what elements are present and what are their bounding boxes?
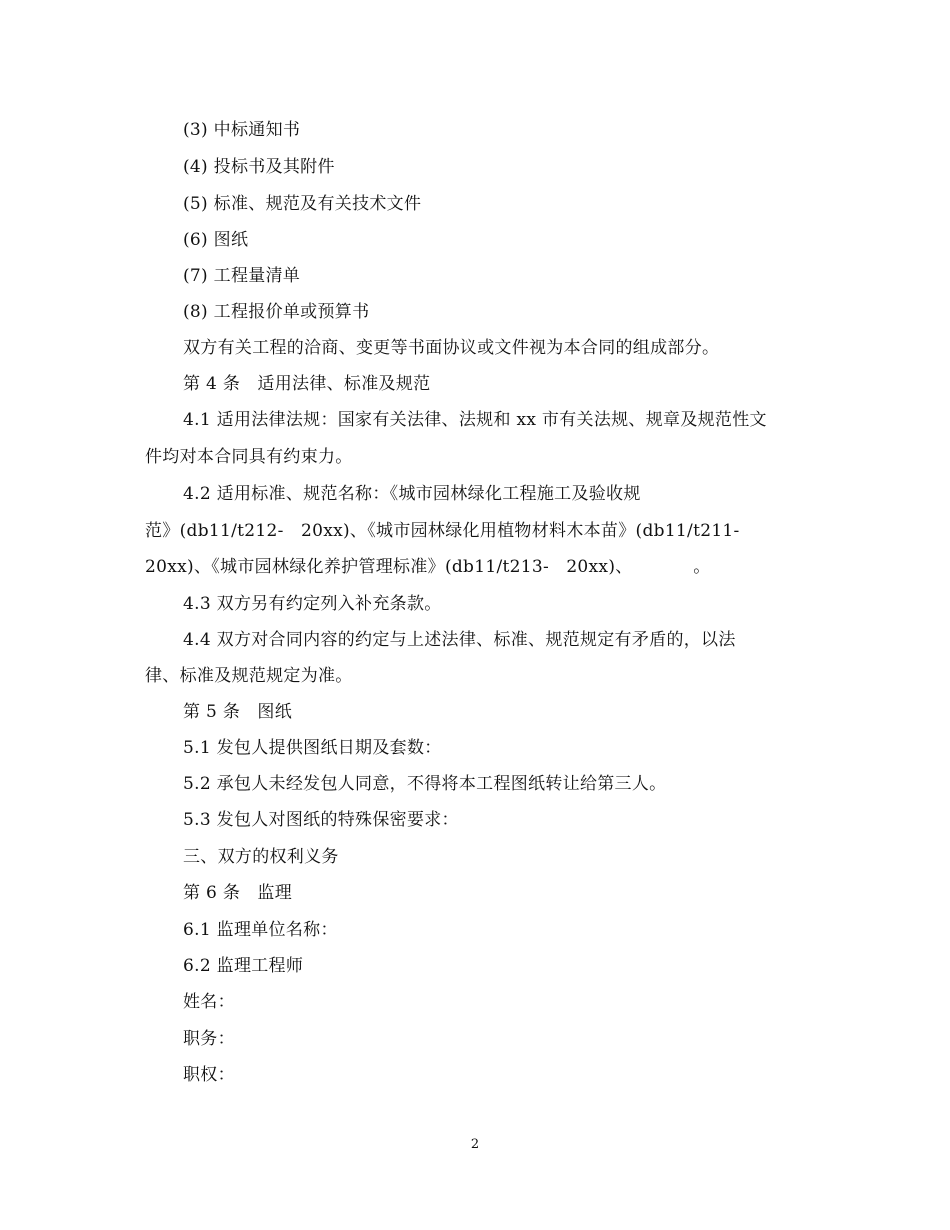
paragraph-line: 6.2 监理工程师 <box>183 956 304 976</box>
section-heading: 三、双方的权利义务 <box>183 847 339 867</box>
article-heading: 第 4 条 适用法律、标准及规范 <box>183 374 431 394</box>
paragraph-line: 4.2 适用标准、规范名称：《城市园林绿化工程施工及验收规 <box>183 484 641 504</box>
form-field-label: 职务： <box>183 1029 235 1049</box>
paragraph-line: (4) 投标书及其附件 <box>183 157 335 177</box>
paragraph-line: (7) 工程量清单 <box>183 266 301 286</box>
article-heading: 第 5 条 图纸 <box>183 702 293 722</box>
paragraph-line: 6.1 监理单位名称： <box>183 920 338 940</box>
paragraph-line: (8) 工程报价单或预算书 <box>183 302 370 322</box>
paragraph-line: 5.1 发包人提供图纸日期及套数： <box>183 738 442 758</box>
paragraph-line: 5.3 发包人对图纸的特殊保密要求： <box>183 810 459 830</box>
paragraph-line: 4.3 双方另有约定列入补充条款。 <box>183 594 442 614</box>
paragraph-line: 律、标准及规范规定为准。 <box>145 666 353 686</box>
article-heading: 第 6 条 监理 <box>183 883 293 903</box>
paragraph-line: (3) 中标通知书 <box>183 120 301 140</box>
form-field-label: 姓名： <box>183 992 235 1012</box>
paragraph-line: 双方有关工程的洽商、变更等书面协议或文件视为本合同的组成部分。 <box>183 338 720 358</box>
paragraph-line: 20xx)、《城市园林绿化养护管理标准》(db11/t213- 20xx)、 。 <box>145 557 711 577</box>
paragraph-line: 4.1 适用法律法规：国家有关法律、法规和 xx 市有关法规、规章及规范性文 <box>183 410 767 430</box>
paragraph-line: 件均对本合同具有约束力。 <box>145 447 353 467</box>
paragraph-line: 范》(db11/t212- 20xx)、《城市园林绿化用植物材料木本苗》(db11/t211- <box>145 521 740 541</box>
paragraph-line: 5.2 承包人未经发包人同意，不得将本工程图纸转让给第三人。 <box>183 774 667 794</box>
paragraph-line: 4.4 双方对合同内容的约定与上述法律、标准、规范规定有矛盾的，以法 <box>183 630 736 650</box>
paragraph-line: (5) 标准、规范及有关技术文件 <box>183 194 422 214</box>
page-number: 2 <box>470 1137 480 1152</box>
form-field-label: 职权： <box>183 1065 235 1085</box>
paragraph-line: (6) 图纸 <box>183 230 249 250</box>
